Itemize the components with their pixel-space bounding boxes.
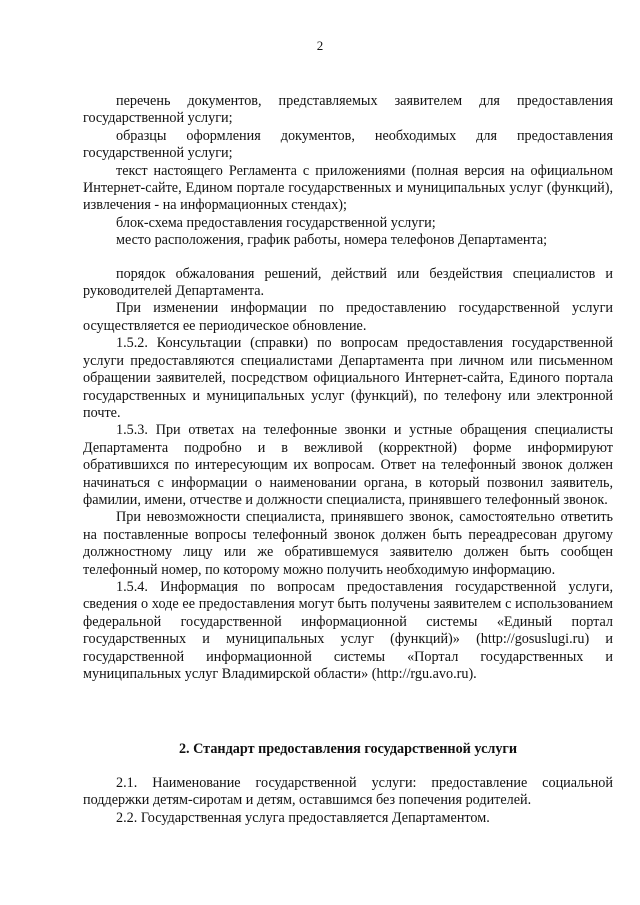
paragraph-appeal-procedure: порядок обжалования решений, действий или бездействия специалистов и руководителей Департамента.: [83, 265, 613, 300]
paragraph-2-2: 2.2. Государственная услуга предоставляется Департаментом.: [116, 809, 490, 826]
section-body: [83, 775, 613, 827]
paragraph-regulation-text: текст настоящего Регламента с приложениями (полная версия на официальном Интернет-сайте, Едином портале государственных и муниципальных услуг (функций), извлечения - на информационных стендах);: [83, 162, 613, 214]
paragraph-2-1: 2.1. Наименование государственной услуги: предоставление социальной поддержки детям-сиротам и детям, оставшимся без попечения родителей.: [83, 775, 613, 809]
paragraph-documents-list: перечень документов, представляемых заявителем для предоставления государственной услуги;: [83, 93, 613, 127]
paragraph-info-update: При изменении информации по предоставлению государственной услуги осуществляется ее периодическое обновление.: [83, 300, 613, 334]
paragraph-flowchart: блок-схема предоставления государственной услуги;: [116, 214, 436, 231]
paragraph-1-5-4: 1.5.4. Информация по вопросам предоставления государственной услуги, сведения о ходе ее предоставления могут быть получены заявителем с использованием федеральной государственной информационной системы «Единый портал государственных и муниципальных услуг (функций)» (http://gosuslugi.ru) и государственной информационной системы «Портал государственных и муниципальных услуг Владимирской области» (http://rgu.avo.ru).: [83, 578, 613, 682]
page-number: 2: [316, 38, 324, 53]
paragraph-document-samples: образцы оформления документов, необходимых для предоставления государственной услуги;: [83, 127, 613, 162]
section-heading: 2. Стандарт предоставления государственной услуги: [178, 741, 518, 757]
paragraph-location-schedule: место расположения, график работы, номера телефонов Департамента;: [116, 232, 548, 249]
paragraph-1-5-3: 1.5.3. При ответах на телефонные звонки и устные обращения специалисты Департамента подробно и в вежливой (корректной) форме информируют обратившихся по интересующим их вопросам. Ответ на телефонный звонок должен начинаться с информации о наименовании органа, в который позвонил заявитель, фамилии, имени, отчестве и должности специалиста, принявшего телефонный звонок.: [83, 422, 613, 508]
document-body: [83, 93, 613, 683]
paragraph-redirect-call: При невозможности специалиста, принявшего звонок, самостоятельно ответить на поставленные вопросы телефонный звонок должен быть переадресован другому должностному лицу или же обратившемуся заявителю должен быть сообщен телефонный номер, по которому можно получить необходимую информацию.: [83, 509, 613, 578]
paragraph-1-5-2: 1.5.2. Консультации (справки) по вопросам предоставления государственной услуги предоставляются специалистами Департамента при личном или письменном обращении заявителей, посредством официального Интернет-сайта, Единого портала государственных и муниципальных услуг (функций), по телефону или электронной почте.: [83, 335, 613, 421]
